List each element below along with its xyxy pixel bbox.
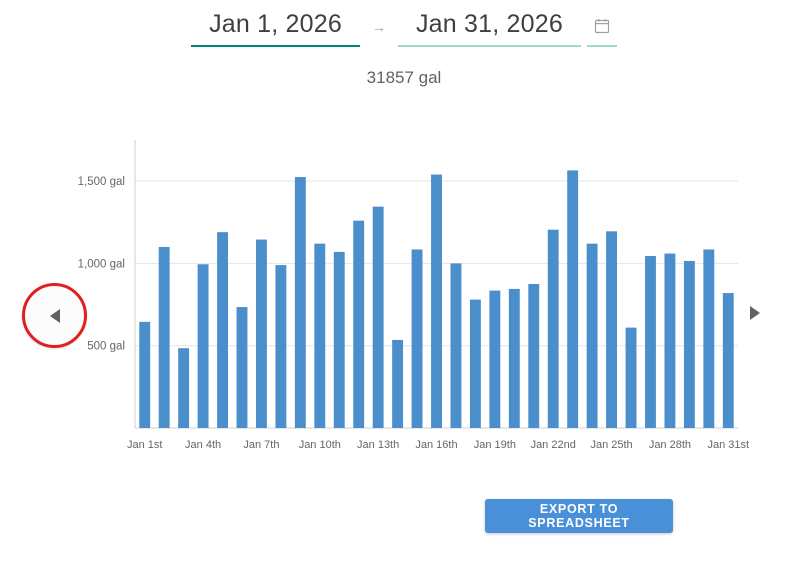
chart-bar[interactable] xyxy=(392,340,403,428)
total-usage-label: 31857 gal xyxy=(366,68,442,87)
end-date-underline xyxy=(398,45,581,47)
date-range-selector xyxy=(0,10,808,47)
chart-bar[interactable] xyxy=(489,291,500,428)
start-date-value: Jan 1, 2026 xyxy=(209,10,342,38)
end-date-field[interactable] xyxy=(398,10,581,47)
chart-bar[interactable] xyxy=(198,264,209,428)
chart-bar[interactable] xyxy=(723,293,734,428)
calendar-underline xyxy=(587,45,617,47)
chart-bar[interactable] xyxy=(353,221,364,428)
chart-bar[interactable] xyxy=(470,300,481,428)
x-axis-tick-label: Jan 25th xyxy=(590,439,633,451)
chart-bar[interactable] xyxy=(626,328,637,428)
next-period-button[interactable] xyxy=(742,300,768,326)
chart-bar[interactable] xyxy=(567,170,578,428)
chart-bar[interactable] xyxy=(139,322,150,428)
x-axis-tick-label: Jan 10th xyxy=(298,439,341,451)
chart-bar[interactable] xyxy=(664,254,675,428)
x-axis-tick-label: Jan 31st xyxy=(707,439,750,451)
previous-period-button[interactable] xyxy=(22,283,87,348)
y-axis-tick-label: 500 gal xyxy=(87,340,125,353)
x-axis-tick-label: Jan 28th xyxy=(648,439,692,451)
y-axis-tick-label: 1,500 gal xyxy=(77,176,125,189)
calendar-button[interactable] xyxy=(581,13,617,47)
start-date-underline xyxy=(191,45,360,47)
x-axis-tick-label: Jan 19th xyxy=(473,439,516,451)
x-axis-tick-label: Jan 7th xyxy=(243,439,280,451)
chevron-right-icon xyxy=(750,306,760,320)
chart-bar[interactable] xyxy=(431,175,442,428)
chart-bar[interactable] xyxy=(178,348,189,428)
chart-bar[interactable] xyxy=(528,284,539,428)
end-date-value: Jan 31, 2026 xyxy=(415,10,563,38)
chart-bar[interactable] xyxy=(373,207,384,428)
chart-svg xyxy=(60,128,750,478)
calendar-icon xyxy=(587,13,617,45)
chart-bar[interactable] xyxy=(606,231,617,428)
chart-bar[interactable] xyxy=(159,247,170,428)
chevron-left-icon xyxy=(50,309,60,323)
chart-bar[interactable] xyxy=(334,252,345,428)
chart-bar[interactable] xyxy=(587,244,598,428)
chart-bar[interactable] xyxy=(217,232,228,428)
chart-bar[interactable] xyxy=(275,265,286,428)
chart-bar[interactable] xyxy=(256,240,267,428)
usage-bar-chart xyxy=(60,128,750,478)
y-axis-tick-label: 1,000 gal xyxy=(77,258,125,271)
chart-bar[interactable] xyxy=(237,307,248,428)
export-to-spreadsheet-button[interactable]: EXPORT TO SPREADSHEET xyxy=(485,499,673,533)
chart-bar[interactable] xyxy=(451,263,462,428)
chart-bar[interactable] xyxy=(548,230,559,428)
x-axis-tick-label: Jan 4th xyxy=(185,439,222,451)
x-axis-tick-label: Jan 22nd xyxy=(530,439,576,451)
x-axis-tick-label: Jan 1st xyxy=(126,439,163,451)
chart-bar[interactable] xyxy=(703,249,714,428)
start-date-field[interactable] xyxy=(191,10,360,47)
x-axis-tick-label: Jan 13th xyxy=(357,439,400,451)
chart-bar[interactable] xyxy=(412,249,423,428)
x-axis-tick-label: Jan 16th xyxy=(415,439,458,451)
chart-bar[interactable] xyxy=(314,244,325,428)
range-arrow-icon: → xyxy=(371,19,386,35)
chart-bar[interactable] xyxy=(684,261,695,428)
chart-bar[interactable] xyxy=(645,256,656,428)
chart-bar[interactable] xyxy=(509,289,520,428)
chart-bar[interactable] xyxy=(295,177,306,428)
